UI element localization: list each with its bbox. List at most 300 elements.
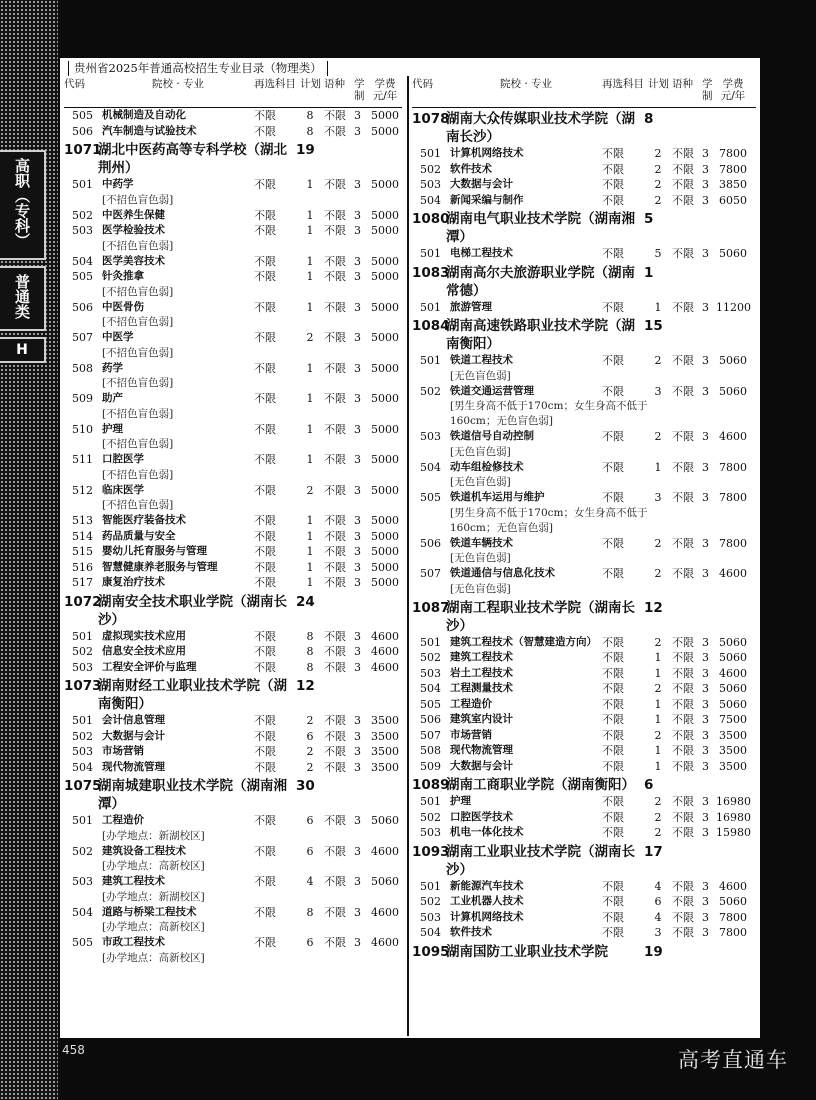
major-row	[64, 935, 402, 951]
major-code: 501	[72, 178, 93, 191]
major-lang: 不限	[324, 483, 346, 497]
major-subject: 不限	[602, 910, 624, 924]
major-name: 工业机器人技术	[450, 895, 524, 907]
major-length: 3	[354, 936, 361, 949]
major-subject: 不限	[254, 576, 276, 589]
major-fee: 7800	[719, 147, 747, 160]
major-row	[64, 874, 402, 890]
major-name: 工程造价	[102, 814, 144, 826]
major-plan: 2	[306, 760, 314, 774]
school-plan: 12	[296, 678, 315, 694]
major-plan: 1	[306, 576, 314, 589]
major-fee: 5060	[719, 895, 747, 908]
major-code: 502	[72, 729, 93, 743]
major-code: 501	[420, 795, 441, 808]
major-row	[412, 728, 756, 744]
school-entry	[412, 776, 756, 794]
major-lang: 不限	[672, 300, 694, 314]
major-fee: 4600	[371, 905, 399, 919]
major-name: 建筑工程技术	[102, 875, 165, 887]
major-note: [不招色盲色弱]	[102, 438, 174, 450]
major-code: 503	[72, 224, 93, 237]
major-length: 3	[702, 635, 709, 649]
major-row	[412, 193, 756, 209]
major-length: 3	[702, 178, 709, 191]
major-code: 502	[420, 162, 441, 176]
major-row	[64, 300, 402, 316]
major-note: [不招色盲色弱]	[102, 499, 174, 511]
major-note: [无色盲色弱]	[450, 369, 511, 382]
major-row	[64, 124, 402, 140]
major-code: 503	[72, 660, 93, 674]
major-length: 3	[702, 384, 709, 398]
major-fee: 5060	[371, 814, 399, 827]
major-subject: 不限	[254, 875, 276, 888]
major-name: 工程测量技术	[450, 682, 513, 694]
major-length: 3	[354, 483, 361, 497]
major-name: 智能医疗装备技术	[102, 514, 186, 526]
major-subject: 不限	[254, 361, 276, 375]
major-subject: 不限	[254, 905, 276, 919]
major-code: 502	[420, 651, 441, 664]
major-subject: 不限	[254, 453, 276, 466]
school-plan: 17	[644, 843, 663, 860]
major-row	[64, 744, 402, 760]
school-name: 湖南高速铁路职业技术学院（湖南衡阳）	[446, 318, 635, 352]
major-plan: 2	[306, 745, 314, 758]
major-subject: 不限	[254, 514, 276, 527]
major-lang: 不限	[672, 926, 694, 939]
major-name: 建筑工程技术	[450, 651, 513, 663]
major-fee: 5060	[719, 682, 747, 695]
header-name: 院校 · 专业	[151, 78, 204, 90]
major-length: 3	[702, 713, 709, 726]
major-plan: 2	[306, 483, 314, 497]
major-subject: 不限	[602, 744, 624, 757]
major-plan: 2	[654, 354, 662, 367]
running-head: 贵州省2025年普通高校招生专业目录（物理类）	[68, 61, 328, 76]
major-name: 建筑工程技术（智慧建造方向）	[450, 635, 597, 648]
major-name: 铁道工程技术	[450, 354, 513, 366]
major-plan: 2	[654, 178, 662, 191]
major-row	[64, 713, 402, 729]
major-subject: 不限	[602, 682, 624, 695]
major-fee: 5060	[371, 875, 399, 888]
major-plan: 6	[306, 729, 314, 743]
major-plan: 2	[654, 193, 662, 207]
major-lang: 不限	[672, 810, 694, 824]
major-fee: 4600	[719, 879, 747, 893]
major-lang: 不限	[672, 247, 694, 260]
school-name: 湖南高尔夫旅游职业学院（湖南常德）	[446, 264, 635, 299]
major-length: 3	[702, 193, 709, 207]
major-fee: 5060	[719, 651, 747, 664]
major-plan: 1	[654, 744, 662, 757]
major-lang: 不限	[672, 567, 694, 580]
major-subject: 不限	[254, 270, 276, 283]
major-plan: 2	[654, 162, 662, 176]
school-code: 1089	[412, 777, 450, 793]
major-lang: 不限	[324, 875, 346, 888]
major-subject: 不限	[254, 745, 276, 758]
major-plan: 1	[306, 392, 314, 405]
major-lang: 不限	[672, 744, 694, 757]
major-code: 501	[420, 354, 441, 367]
major-code: 506	[72, 300, 93, 314]
major-plan: 1	[654, 460, 662, 474]
header-code: 代码	[64, 78, 85, 90]
major-plan: 8	[306, 905, 314, 919]
major-subject: 不限	[254, 331, 276, 344]
major-code: 504	[72, 254, 93, 268]
major-note: [办学地点：高新校区]	[102, 921, 205, 933]
major-length: 3	[702, 430, 709, 443]
major-length: 3	[354, 300, 361, 314]
major-subject: 不限	[602, 384, 624, 398]
major-row	[412, 759, 756, 775]
header-subject: 再选科目	[602, 78, 644, 90]
major-plan: 2	[306, 331, 314, 344]
major-lang: 不限	[672, 178, 694, 191]
major-plan: 4	[306, 875, 314, 888]
major-note: [无色盲色弱]	[450, 552, 511, 564]
major-lang: 不限	[672, 682, 694, 695]
major-subject: 不限	[254, 529, 276, 543]
major-subject: 不限	[602, 879, 624, 893]
major-length: 3	[702, 895, 709, 908]
major-lang: 不限	[672, 193, 694, 207]
major-fee: 5000	[371, 178, 399, 191]
major-subject: 不限	[602, 430, 624, 443]
major-length: 3	[702, 651, 709, 664]
major-row	[412, 894, 756, 910]
major-row	[412, 635, 756, 651]
major-row	[64, 629, 402, 645]
major-plan: 4	[654, 910, 662, 924]
major-row	[64, 513, 402, 529]
major-lang: 不限	[672, 491, 694, 504]
school-name: 湖北中医药高等专科学校（湖北荆州）	[98, 142, 287, 176]
major-lang: 不限	[672, 826, 694, 839]
major-lang: 不限	[672, 910, 694, 924]
side-tab-level: 高职（专科）	[0, 150, 46, 260]
major-note: [不招色盲色弱]	[102, 285, 174, 298]
major-row	[412, 460, 756, 476]
major-plan: 2	[654, 635, 662, 649]
major-name: 旅游管理	[450, 300, 492, 313]
side-tabs	[0, 150, 50, 369]
major-subject: 不限	[602, 666, 624, 680]
major-lang: 不限	[324, 576, 346, 589]
major-plan: 1	[306, 361, 314, 375]
major-name: 市场营销	[450, 728, 492, 741]
major-lang: 不限	[672, 795, 694, 808]
major-subject: 不限	[254, 483, 276, 497]
major-subject: 不限	[602, 300, 624, 314]
major-fee: 5000	[371, 224, 399, 237]
major-code: 505	[420, 491, 441, 504]
major-plan: 1	[306, 422, 314, 436]
major-row	[64, 644, 402, 660]
school-plan: 5	[644, 211, 654, 227]
major-fee: 5000	[371, 422, 399, 436]
major-length: 3	[354, 560, 361, 574]
major-code: 514	[72, 529, 93, 543]
major-subject: 不限	[254, 629, 276, 643]
school-code: 1083	[412, 264, 450, 281]
major-length: 3	[354, 361, 361, 375]
major-plan: 8	[306, 124, 314, 138]
major-plan: 6	[306, 936, 314, 949]
major-fee: 6050	[719, 193, 747, 207]
school-code: 1093	[412, 843, 450, 860]
major-fee: 5000	[371, 254, 399, 268]
major-code: 502	[72, 844, 93, 858]
major-lang: 不限	[672, 759, 694, 773]
major-code: 502	[420, 810, 441, 824]
major-lang: 不限	[324, 629, 346, 643]
major-fee: 5000	[371, 576, 399, 589]
major-plan: 1	[654, 759, 662, 773]
major-subject: 不限	[254, 714, 276, 727]
major-plan: 2	[654, 728, 662, 742]
major-lang: 不限	[672, 895, 694, 908]
major-fee: 3500	[371, 729, 399, 743]
major-fee: 4600	[719, 666, 747, 680]
major-lang: 不限	[672, 666, 694, 680]
major-subject: 不限	[602, 697, 624, 711]
major-subject: 不限	[602, 728, 624, 742]
column-header	[412, 76, 756, 108]
school-entry	[412, 110, 756, 146]
major-subject: 不限	[602, 162, 624, 176]
major-note: [办学地点：新湖校区]	[102, 890, 205, 903]
major-plan: 8	[306, 629, 314, 643]
major-lang: 不限	[672, 430, 694, 443]
major-row	[412, 429, 756, 445]
major-plan: 2	[654, 810, 662, 824]
school-code: 1072	[64, 593, 102, 610]
major-name: 针灸推拿	[102, 270, 144, 282]
school-entry	[64, 677, 402, 713]
major-note: [不招色盲色弱]	[102, 377, 174, 389]
school-entry	[412, 599, 756, 635]
major-code: 504	[72, 760, 93, 774]
major-row	[64, 905, 402, 921]
major-name: 建筑设备工程技术	[102, 844, 186, 857]
major-row	[64, 422, 402, 438]
major-plan: 2	[654, 567, 662, 580]
header-fee: 学费元/年	[372, 78, 398, 102]
major-length: 3	[702, 491, 709, 504]
major-subject: 不限	[602, 926, 624, 939]
major-code: 504	[72, 905, 93, 919]
major-row	[412, 697, 756, 713]
major-row	[64, 391, 402, 407]
major-name: 岩土工程技术	[450, 666, 513, 679]
major-plan: 8	[306, 109, 314, 122]
major-row	[64, 361, 402, 377]
school-name: 湖南大众传媒职业技术学院（湖南长沙）	[446, 111, 635, 145]
major-length: 3	[354, 576, 361, 589]
major-row	[64, 844, 402, 860]
major-fee: 7800	[719, 926, 747, 939]
major-subject: 不限	[602, 178, 624, 191]
major-row	[412, 825, 756, 841]
major-code: 510	[72, 422, 93, 436]
school-code: 1073	[64, 678, 102, 694]
major-name: 临床医学	[102, 483, 144, 496]
major-code: 506	[420, 713, 441, 726]
school-plan: 6	[644, 777, 654, 793]
major-length: 3	[702, 536, 709, 550]
major-name: 市场营销	[102, 745, 144, 757]
major-name: 口腔医学技术	[450, 810, 513, 823]
major-length: 3	[702, 162, 709, 176]
major-row	[412, 650, 756, 666]
major-note: [不招色盲色弱]	[102, 346, 174, 359]
major-lang: 不限	[324, 729, 346, 743]
school-name: 湖南电气职业技术学院（湖南湘潭）	[446, 211, 635, 245]
major-row	[412, 743, 756, 759]
major-note: [办学地点：高新校区]	[102, 860, 205, 872]
major-name: 铁道信号自动控制	[450, 430, 534, 442]
major-code: 516	[72, 560, 93, 574]
major-name: 铁道交通运营管理	[450, 384, 534, 397]
major-length: 3	[354, 645, 361, 658]
school-entry	[64, 777, 402, 813]
major-fee: 7500	[719, 713, 747, 726]
major-fee: 3500	[719, 759, 747, 773]
major-fee: 7800	[719, 536, 747, 550]
major-note: [无色盲色弱]	[450, 476, 511, 488]
major-lang: 不限	[324, 453, 346, 466]
watermark: 高考直通车	[678, 1048, 788, 1072]
major-length: 3	[702, 666, 709, 680]
major-length: 3	[354, 745, 361, 758]
header-len: 学制	[702, 78, 713, 102]
school-plan: 19	[644, 943, 663, 960]
major-subject: 不限	[602, 635, 624, 649]
major-code: 501	[72, 714, 93, 727]
major-lang: 不限	[672, 879, 694, 893]
major-fee: 5000	[371, 124, 399, 138]
major-subject: 不限	[254, 645, 276, 658]
major-subject: 不限	[602, 354, 624, 367]
major-fee: 5060	[719, 635, 747, 649]
major-lang: 不限	[324, 905, 346, 919]
major-row	[64, 269, 402, 285]
major-length: 3	[702, 879, 709, 893]
header-code: 代码	[412, 78, 433, 90]
major-length: 3	[354, 224, 361, 237]
school-name: 湖南国防工业职业技术学院	[446, 943, 608, 960]
header-subject: 再选科目	[254, 78, 296, 90]
school-code: 1095	[412, 943, 450, 960]
major-code: 503	[420, 430, 441, 443]
major-name: 软件技术	[450, 162, 492, 175]
major-length: 3	[354, 270, 361, 283]
major-plan: 2	[654, 536, 662, 550]
major-lang: 不限	[324, 300, 346, 314]
major-lang: 不限	[324, 645, 346, 658]
major-code: 504	[420, 193, 441, 207]
left-entries	[64, 108, 402, 966]
major-plan: 8	[306, 660, 314, 674]
major-length: 3	[702, 567, 709, 580]
school-code: 1087	[412, 599, 450, 616]
major-plan: 5	[654, 247, 662, 260]
major-subject: 不限	[254, 254, 276, 268]
major-fee: 5060	[719, 354, 747, 367]
major-plan: 6	[306, 844, 314, 858]
major-subject: 不限	[254, 124, 276, 138]
major-code: 502	[420, 384, 441, 398]
major-length: 3	[702, 697, 709, 711]
major-length: 3	[354, 529, 361, 543]
major-name: 铁道车辆技术	[450, 536, 513, 549]
major-plan: 1	[654, 300, 662, 314]
major-fee: 5000	[371, 560, 399, 574]
major-code: 501	[420, 247, 441, 260]
major-fee: 5000	[371, 361, 399, 375]
school-name: 湖南工商职业学院（湖南衡阳）	[446, 777, 635, 793]
major-name: 电梯工程技术	[450, 247, 513, 259]
major-plan: 2	[306, 714, 314, 727]
major-lang: 不限	[672, 713, 694, 726]
major-note: [办学地点：新湖校区]	[102, 829, 205, 842]
major-name: 铁道通信与信息化技术	[450, 567, 555, 579]
major-plan: 1	[654, 666, 662, 680]
major-name: 机电一体化技术	[450, 826, 524, 838]
major-code: 512	[72, 483, 93, 497]
major-plan: 1	[306, 514, 314, 527]
major-code: 502	[420, 895, 441, 908]
major-code: 507	[420, 567, 441, 580]
major-name: 药学	[102, 361, 123, 374]
major-fee: 4600	[371, 936, 399, 949]
major-row	[64, 452, 402, 468]
column-header	[64, 76, 402, 108]
school-code: 1078	[412, 111, 450, 127]
major-plan: 1	[654, 697, 662, 711]
major-name: 新闻采编与制作	[450, 193, 524, 206]
major-lang: 不限	[672, 384, 694, 398]
major-fee: 5000	[371, 483, 399, 497]
major-code: 501	[420, 300, 441, 314]
major-row	[412, 300, 756, 316]
major-lang: 不限	[324, 109, 346, 122]
school-plan: 30	[296, 778, 315, 794]
major-subject: 不限	[602, 651, 624, 664]
school-plan: 24	[296, 593, 315, 610]
major-subject: 不限	[254, 814, 276, 827]
major-row	[412, 794, 756, 810]
major-row	[412, 666, 756, 682]
major-name: 计算机网络技术	[450, 147, 524, 159]
major-fee: 5000	[371, 392, 399, 405]
major-plan: 3	[654, 926, 662, 939]
major-code: 508	[420, 744, 441, 757]
major-code: 517	[72, 576, 93, 589]
major-lang: 不限	[324, 844, 346, 858]
major-subject: 不限	[602, 536, 624, 550]
major-row	[64, 223, 402, 239]
major-fee: 5000	[371, 529, 399, 543]
school-code: 1071	[64, 142, 102, 158]
school-name: 湖南工程职业技术学院（湖南长沙）	[446, 599, 635, 634]
major-row	[64, 660, 402, 676]
